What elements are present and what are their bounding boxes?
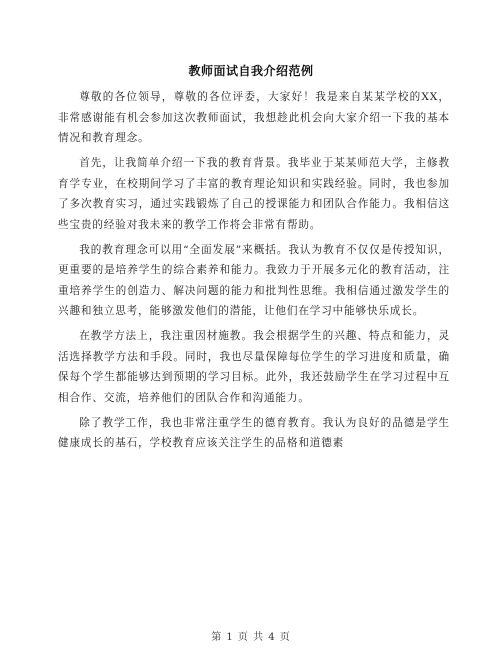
page-footer: 第 1 页 共 4 页 bbox=[211, 632, 291, 643]
paragraph-greeting: 尊敬的各位领导，尊敬的各位评委，大家好！我是来自某某学校的XX，非常感谢能有机会参加这次教师面试，我想趁此机会向大家介绍一下我的基本情况和教育理念。 bbox=[58, 91, 450, 145]
document-title: 教师面试自我介绍范例 bbox=[188, 64, 314, 78]
paragraph-education-philosophy: 我的教育理念可以用“全面发展”来概括。我认为教育不仅仅是传授知识，更重要的是培养学生的综合素养和能力。我致力于开展多元化的教育活动，注重培养学生的创造力、解决问题的能力和批判性思维。我相信通过激发学生的兴趣和独立思考，能够激发他们的潜能，让他们在学习中能够快乐成长。 bbox=[58, 243, 450, 318]
paragraph-teaching-method: 在教学方法上，我注重因材施教。我会根据学生的兴趣、特点和能力，灵活选择教学方法和手段。同时，我也尽量保障每位学生的学习进度和质量，确保每个学生都能够达到预期的学习目标。此外，我还鼓励学生在学习过程中互相合作、交流，培养他们的团队合作和沟通能力。 bbox=[58, 330, 450, 404]
paragraph-moral-education: 除了教学工作，我也非常注重学生的德育教育。我认为良好的品德是学生健康成长的基石，学校教育应该关注学生的品格和道德素 bbox=[58, 416, 450, 450]
document-body bbox=[58, 87, 450, 458]
paragraph-education-background: 首先，让我简单介绍一下我的教育背景。我毕业于某某师范大学，主修教育学专业，在校期间学习了丰富的教育理论知识和实践经验。同时，我也参加了多次教育实习，通过实践锻炼了自己的授课能力和团队合作能力。我相信这些宝贵的经验对我未来的教学工作将会非常有帮助。 bbox=[58, 156, 450, 231]
